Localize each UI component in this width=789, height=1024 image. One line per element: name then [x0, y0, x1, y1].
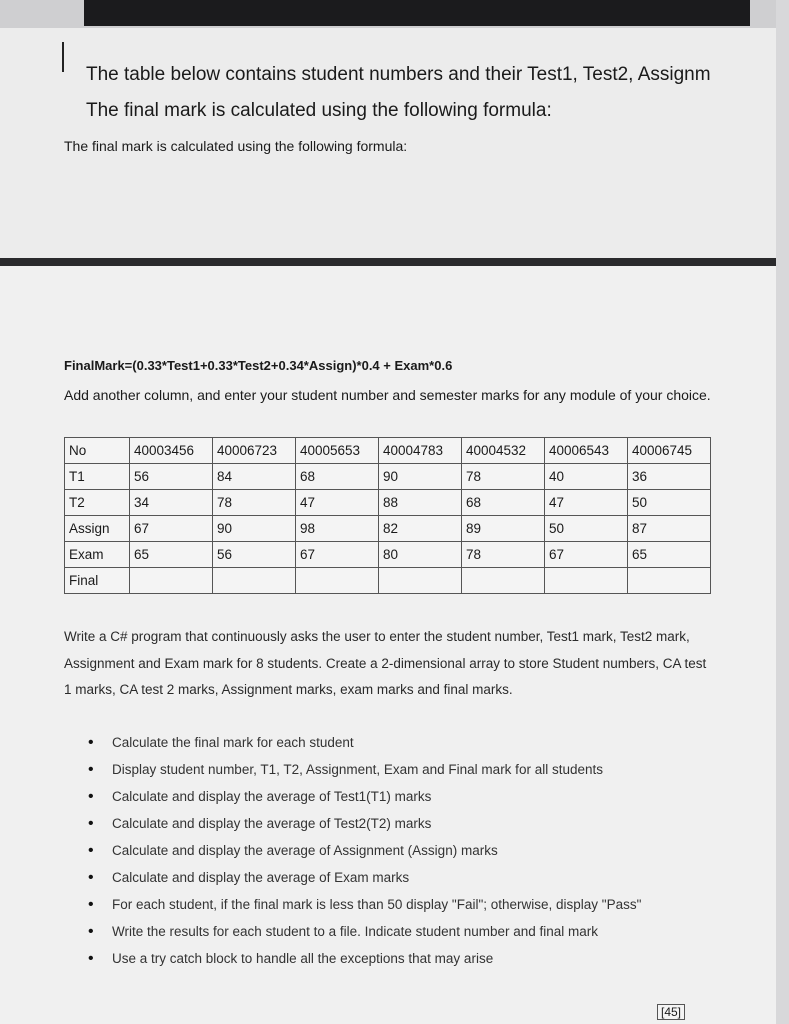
student-number-cell: 40006543 — [545, 438, 628, 464]
bullet-icon: • — [88, 815, 94, 832]
mark-cell: 65 — [130, 542, 213, 568]
mark-cell: 40 — [545, 464, 628, 490]
mark-cell — [213, 568, 296, 594]
bullet-icon: • — [88, 761, 94, 778]
bullet-icon: • — [88, 896, 94, 913]
section-divider — [0, 258, 789, 266]
mark-cell — [545, 568, 628, 594]
student-number-cell: 40003456 — [130, 438, 213, 464]
list-item — [84, 756, 641, 783]
mark-cell: 50 — [628, 490, 711, 516]
text-cursor — [62, 42, 64, 72]
right-edge-strip — [776, 0, 789, 1024]
task-text: Write the results for each student to a file. Indicate student number and final mark — [112, 924, 599, 939]
row-label: T2 — [65, 490, 130, 516]
mark-cell — [628, 568, 711, 594]
bullet-icon: • — [88, 734, 94, 751]
mark-cell: 67 — [545, 542, 628, 568]
marks-table — [64, 437, 711, 594]
mark-cell: 47 — [296, 490, 379, 516]
task-text: Calculate and display the average of Test2(T2) marks — [112, 816, 432, 831]
mark-cell: 65 — [628, 542, 711, 568]
mark-cell: 67 — [130, 516, 213, 542]
list-item — [84, 891, 641, 918]
student-number-cell: 40006745 — [628, 438, 711, 464]
bullet-icon: • — [88, 842, 94, 859]
intro-line-3: The final mark is calculated using the following formula: — [64, 138, 408, 154]
table-row — [65, 516, 711, 542]
list-item — [84, 864, 641, 891]
bullet-icon: • — [88, 950, 94, 967]
student-number-cell: 40006723 — [213, 438, 296, 464]
list-item — [84, 837, 641, 864]
task-list — [84, 729, 641, 972]
bullet-icon: • — [88, 788, 94, 805]
list-item — [84, 783, 641, 810]
student-number-cell: 40004532 — [462, 438, 545, 464]
bullet-icon: • — [88, 923, 94, 940]
bullet-icon: • — [88, 869, 94, 886]
mark-cell — [379, 568, 462, 594]
mark-cell: 84 — [213, 464, 296, 490]
mark-cell: 56 — [213, 542, 296, 568]
mark-cell: 68 — [462, 490, 545, 516]
task-text: Calculate and display the average of Exam marks — [112, 870, 410, 885]
mark-cell: 87 — [628, 516, 711, 542]
mark-cell: 78 — [462, 464, 545, 490]
total-marks-label: [45] — [657, 1004, 685, 1020]
mark-cell — [130, 568, 213, 594]
task-text: Use a try catch block to handle all the exceptions that may arise — [112, 951, 494, 966]
student-number-cell: 40004783 — [379, 438, 462, 464]
top-dark-bar — [84, 0, 750, 26]
instruction-text: Add another column, and enter your student number and semester marks for any module of your choice. — [64, 387, 711, 403]
mark-cell: 34 — [130, 490, 213, 516]
table-header-label: No — [65, 438, 130, 464]
task-paragraph: Write a C# program that continuously asks the user to enter the student number, Test1 mark, Test2 mark, Assignment and Exam mark for 8 students. Create a 2-dimensional array to store Student numbers, CA test 1 marks, CA test 2 marks, Assignment marks, exam marks and final marks. — [64, 629, 707, 697]
mark-cell: 80 — [379, 542, 462, 568]
table-row — [65, 464, 711, 490]
list-item — [84, 945, 641, 972]
mark-cell: 36 — [628, 464, 711, 490]
mark-cell: 90 — [213, 516, 296, 542]
mark-cell — [462, 568, 545, 594]
task-text: Calculate and display the average of Assignment (Assign) marks — [112, 843, 498, 858]
mark-cell: 67 — [296, 542, 379, 568]
final-mark-formula: FinalMark=(0.33*Test1+0.33*Test2+0.34*Assign)*0.4 + Exam*0.6 — [64, 358, 453, 373]
mark-cell: 68 — [296, 464, 379, 490]
mark-cell: 90 — [379, 464, 462, 490]
mark-cell: 78 — [462, 542, 545, 568]
row-label: Assign — [65, 516, 130, 542]
mark-cell: 89 — [462, 516, 545, 542]
mark-cell — [296, 568, 379, 594]
intro-line-2: The final mark is calculated using the following formula: — [86, 100, 552, 121]
row-label: Final — [65, 568, 130, 594]
table-row — [65, 568, 711, 594]
student-number-cell: 40005653 — [296, 438, 379, 464]
row-label: Exam — [65, 542, 130, 568]
task-text: For each student, if the final mark is less than 50 display "Fail"; otherwise, display "Pass" — [112, 897, 642, 912]
task-text: Display student number, T1, T2, Assignment, Exam and Final mark for all students — [112, 762, 603, 777]
intro-line-1: The table below contains student numbers and their Test1, Test2, Assignm — [86, 64, 711, 85]
task-text: Calculate and display the average of Test1(T1) marks — [112, 789, 432, 804]
task-text: Calculate the final mark for each student — [112, 735, 354, 750]
table-row — [65, 490, 711, 516]
table-header-row — [65, 438, 711, 464]
mark-cell: 82 — [379, 516, 462, 542]
list-item — [84, 729, 641, 756]
mark-cell: 47 — [545, 490, 628, 516]
list-item — [84, 918, 641, 945]
mark-cell: 88 — [379, 490, 462, 516]
table-row — [65, 542, 711, 568]
list-item — [84, 810, 641, 837]
mark-cell: 50 — [545, 516, 628, 542]
mark-cell: 78 — [213, 490, 296, 516]
mark-cell: 56 — [130, 464, 213, 490]
mark-cell: 98 — [296, 516, 379, 542]
row-label: T1 — [65, 464, 130, 490]
